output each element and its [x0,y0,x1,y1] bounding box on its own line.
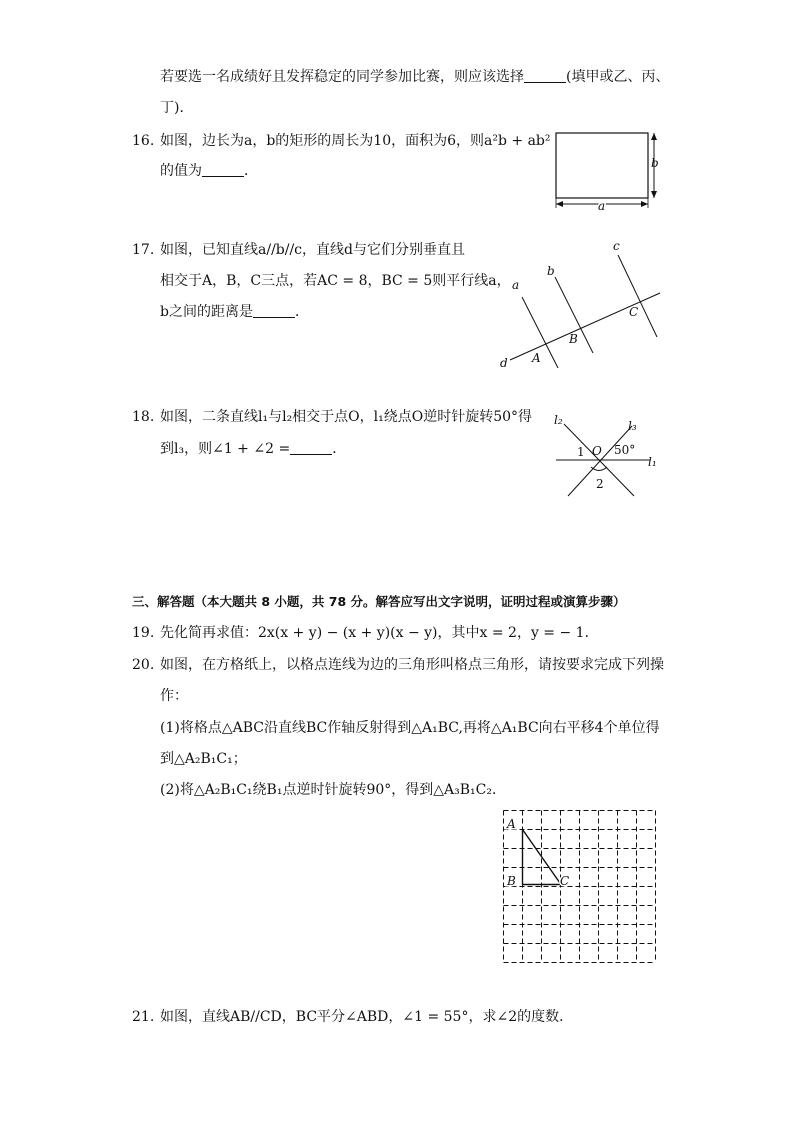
q18-line1: 如图，二条直线l₁与l₂相交于点O，l₁绕点O逆时针旋转50°得 [160,409,533,425]
q17-number: 17. [132,242,155,258]
line-d [510,293,660,360]
section-title: 三、解答题（本大题共 8 小题，共 78 分。解答应写出文字说明，证明过程或演算步骤） [132,594,626,609]
q21-text: 如图，直线AB//CD，BC平分∠ABD，∠1 = 55°，求∠2的度数． [160,1009,574,1025]
q17-line1: 如图，已知直线a//b//c，直线d与它们分别垂直且 [160,242,465,258]
q20-part1-line2: 到△A₂B₁C₁； [160,751,247,767]
answer-blank[interactable] [290,440,332,455]
answer-blank[interactable] [524,68,566,83]
q19-number: 19. [132,625,155,641]
q20-part1-line1: (1)将格点△ABC沿直线BC作轴反射得到△A₁BC,再将△A₁BC向右平移4个单位得 [160,720,660,736]
label-l3: l₃ [628,419,637,433]
rectangle [556,133,648,198]
answer-blank[interactable] [202,162,244,177]
q20-line1: 如图，在方格纸上，以格点连线为边的三角形叫格点三角形，请按要求完成下列操 [160,657,664,673]
q20-part2: (2)将△A₂B₁C₁绕B₁点逆时针旋转90°，得到△A₃B₁C₂． [160,782,506,798]
q16-rectangle-figure [550,128,670,213]
q18-line2: 到l₃，则∠1 + ∠2 = ． [160,441,347,457]
q16-line1: 如图，边长为a，b的矩形的周长为10，面积为6，则a²b + ab² [160,133,551,149]
q15-line2: 丁)． [160,100,194,116]
label-a: a [512,278,520,292]
q20-line2: 作： [160,688,188,704]
angle-1-label: 1 [577,445,585,459]
q16-number: 16. [132,133,155,149]
label-l1: l₁ [648,455,657,469]
point-B: B [507,874,516,888]
q21-number: 21. [132,1009,155,1025]
q18-rotation-figure [550,410,670,505]
label-a: a [598,199,606,213]
q18-number: 18. [132,409,155,425]
q20-grid-figure [503,810,659,966]
point-C: C [629,305,639,319]
point-B: B [569,332,578,346]
q16-line2: 的值为 ． [160,163,258,179]
angle-50-label: 50° [614,443,636,457]
answer-blank[interactable] [253,303,295,318]
label-d: d [500,356,508,370]
q17-line3: b之间的距离是 ． [160,304,309,320]
q20-number: 20. [132,657,155,673]
q17-line2: 相交于A，B，C三点，若AC = 8，BC = 5则平行线a， [160,273,511,289]
label-l2: l₂ [554,413,563,427]
label-c: c [613,239,620,253]
label-b: b [651,156,659,170]
q17-parallel-lines-figure [490,235,670,375]
line-c [618,255,657,337]
q15-line1: 若要选一名成绩好且发挥稳定的同学参加比赛，则应该选择 (填甲或乙、丙、 [160,69,670,85]
point-C: C [560,874,570,888]
q19-text: 先化简再求值：2x(x + y) − (x + y)(x − y)，其中x = 2，y = − 1． [160,625,599,641]
point-A: A [507,817,516,831]
angle-2-label: 2 [596,477,604,491]
point-O: O [592,444,602,458]
point-A: A [532,351,541,365]
label-b: b [547,264,555,278]
